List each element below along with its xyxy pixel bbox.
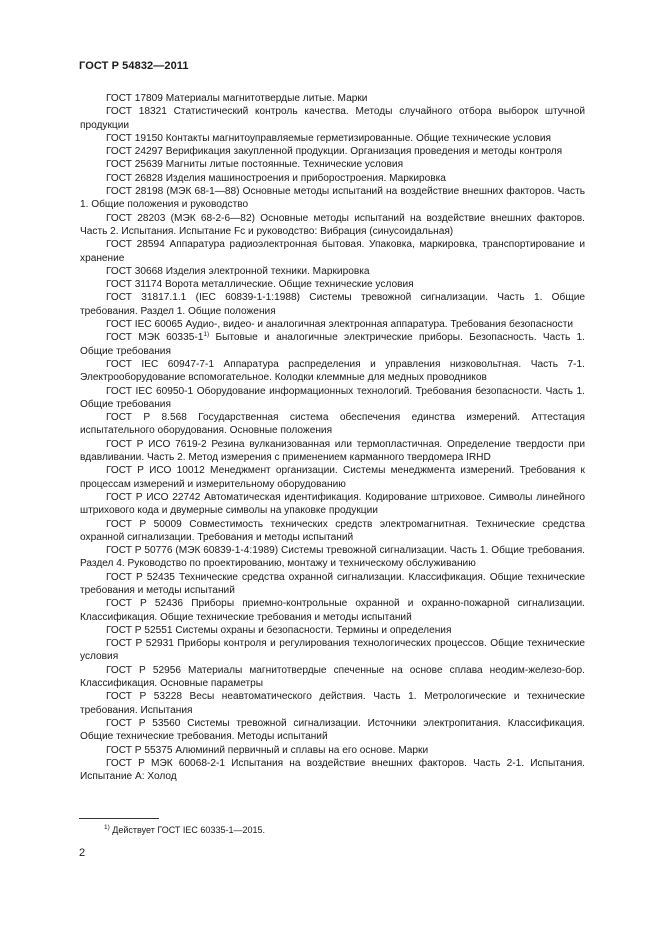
reference-code: ГОСТ МЭК 60335-1 — [106, 332, 204, 344]
reference-code: ГОСТ Р 53560 — [106, 717, 181, 729]
reference-item — [80, 637, 585, 664]
reference-code: ГОСТ Р 52435 — [106, 571, 175, 583]
reference-title: Приборы контроля и регулирования технологических процессов. Общие технические условия — [80, 638, 585, 663]
reference-item — [80, 212, 585, 239]
reference-title: Системы охраны и безопасности. Термины и определения — [175, 624, 452, 636]
reference-code: ГОСТ 18321 — [106, 106, 167, 118]
reference-code: ГОСТ 25639 — [106, 159, 163, 171]
reference-item — [80, 597, 585, 624]
reference-code: ГОСТ 28594 — [106, 239, 165, 251]
reference-item — [80, 158, 585, 171]
reference-footnote-mark: 1) — [203, 331, 210, 339]
reference-code: ГОСТ Р 52551 — [106, 624, 173, 636]
reference-item — [80, 92, 585, 105]
reference-code: ГОСТ Р 8.568 — [106, 412, 187, 424]
reference-item — [80, 132, 585, 145]
reference-item — [80, 438, 585, 465]
reference-title: Автоматическая идентификация. Кодирование штриховое. Символы линейного штрихового кода и двумерные символы на упаковке продукции — [80, 491, 585, 517]
reference-title: Основные методы испытаний на воздействие внешних факторов. Часть 2. Испытания. Испытание Fc и руководство: Вибрация (синусоидальная) — [80, 212, 585, 237]
reference-item — [80, 185, 585, 212]
reference-code: ГОСТ 30668 — [106, 265, 163, 277]
reference-code: ГОСТ Р 52956 — [106, 664, 181, 676]
reference-title: Системы тревожной сигнализации. Часть 1. Общие требования. Раздел 1. Общие положения — [80, 292, 585, 317]
reference-code: ГОСТ Р 55375 — [106, 744, 173, 756]
reference-item — [80, 172, 585, 185]
reference-title: Весы неавтоматического действия. Часть 1. Метрологические и технические требования. Испытания — [80, 691, 585, 716]
reference-code: ГОСТ 24297 — [106, 146, 163, 158]
reference-title: Системы тревожной сигнализации. Часть 1. Общие требования. Раздел 4. Руководство по проектированию, монтажу и техническому обслуживанию — [80, 545, 585, 570]
reference-code: ГОСТ 28203 (МЭК 68-2-6—82) — [106, 212, 255, 224]
reference-item — [80, 385, 585, 412]
reference-title: Испытания на воздействие внешних факторов. Часть 2-1. Испытания. Испытание А: Холод — [80, 757, 585, 783]
reference-title: Приборы приемно-контрольные охранной и охранно-пожарной сигнализации. Классификация. Общие технические требования и методы испытаний — [80, 598, 585, 623]
reference-item — [80, 411, 585, 438]
reference-item — [80, 145, 585, 158]
reference-item — [80, 571, 585, 598]
reference-title: Государственная система обеспечения единства измерений. Аттестация испытательного оборудования. Основные положения — [80, 412, 585, 437]
reference-title: Основные методы испытаний на воздействие внешних факторов. Часть 1. Общие положения и руководство — [80, 186, 585, 211]
reference-title: Материалы магнитотвердые спеченные на основе сплава неодим-железо-бор. Классификация. Основные параметры — [80, 664, 585, 690]
page-number: 2 — [79, 847, 86, 859]
reference-item — [80, 757, 585, 784]
document-header: ГОСТ Р 54832—2011 — [79, 60, 189, 72]
reference-item — [80, 744, 585, 757]
reference-title: Верификация закупленной продукции. Организация проведения и методы контроля — [165, 146, 563, 158]
footnote-text: Действует ГОСТ IEC 60335-1—2015. — [112, 825, 265, 835]
reference-title: Совместимость технических средств электромагнитная. Технические средства охранной сигнализации. Требования и методы испытаний — [80, 518, 585, 543]
reference-title: Бытовые и аналогичные электрические приборы. Безопасность. Часть 1. Общие требования — [80, 332, 585, 357]
reference-title: Аппаратура радиоэлектронная бытовая. Упаковка, маркировка, транспортирование и хранение — [80, 239, 585, 264]
reference-item — [80, 624, 585, 637]
reference-title: Аппаратура распределения и управления низковольтная. Часть 7-1. Электрооборудование вспомогательное. Колодки клеммные для медных проводников — [80, 358, 585, 384]
reference-title: Магниты литые постоянные. Технические условия — [165, 159, 404, 171]
reference-code: ГОСТ Р ИСО 22742 — [106, 491, 201, 503]
reference-code: ГОСТ 17809 — [106, 93, 163, 104]
reference-item — [80, 278, 585, 291]
reference-code: ГОСТ 28198 (МЭК 68-1—88) — [106, 186, 240, 198]
reference-item — [80, 291, 585, 318]
reference-title: Аудио-, видео- и аналогичная электронная аппаратура. Требования безопасности — [185, 319, 574, 331]
reference-item — [80, 358, 585, 385]
reference-code: ГОСТ Р 50009 — [106, 518, 182, 530]
reference-item — [80, 464, 585, 491]
reference-code: ГОСТ Р 53228 — [106, 691, 182, 703]
reference-title: Менеджмент организации. Системы менеджмента измерений. Требования к процессам измерений и измерительному оборудованию — [80, 465, 585, 490]
reference-item — [80, 491, 585, 518]
reference-code: ГОСТ Р МЭК 60068-2-1 — [106, 757, 225, 769]
reference-item — [80, 331, 585, 358]
normative-references-list — [80, 92, 585, 783]
reference-title: Контакты магнитоуправляемые герметизированные. Общие технические условия — [165, 132, 552, 144]
reference-code: ГОСТ 26828 — [106, 172, 163, 184]
reference-code: ГОСТ IEC 60947-7-1 — [106, 358, 214, 370]
reference-code: ГОСТ Р ИСО 7619-2 — [106, 438, 207, 450]
reference-title: Системы тревожной сигнализации. Источники электропитания. Классификация. Общие технические требования. Методы испытаний — [80, 717, 585, 743]
reference-code: ГОСТ 31817.1.1 (IEC 60839-1-1:1988) — [106, 292, 300, 304]
reference-item — [80, 518, 585, 545]
reference-title: Алюминий первичный и сплавы на его основе. Марки — [175, 744, 429, 756]
reference-code: ГОСТ Р 50776 (МЭК 60839-1-4:1989) — [106, 545, 279, 557]
footnote-divider — [79, 818, 159, 819]
reference-title: Изделия машиностроения и приборостроения. Маркировка — [165, 172, 446, 184]
reference-item — [80, 105, 585, 132]
reference-item — [80, 690, 585, 717]
reference-code: ГОСТ 31174 — [106, 279, 163, 291]
reference-item — [80, 265, 585, 278]
reference-item — [80, 318, 585, 331]
reference-title: Изделия электронной техники. Маркировка — [165, 265, 370, 277]
reference-title: Оборудование информационных технологий. Требования безопасности. Часть 1. Общие требования — [80, 385, 585, 410]
reference-item — [80, 664, 585, 691]
reference-title: Ворота металлические. Общие технические условия — [165, 279, 414, 291]
reference-code: ГОСТ IEC 60065 — [106, 319, 183, 331]
footnote-mark: 1) — [104, 824, 110, 831]
footnote — [104, 825, 265, 835]
reference-item — [80, 544, 585, 571]
reference-item — [80, 717, 585, 744]
reference-code: ГОСТ Р ИСО 10012 — [106, 465, 205, 477]
reference-code: ГОСТ Р 52436 — [106, 598, 184, 610]
reference-item — [80, 238, 585, 265]
reference-title: Материалы магнитотвердые литые. Марки — [165, 93, 368, 104]
reference-title: Статистический контроль качества. Методы случайного отбора выборок штучной продукции — [80, 106, 585, 131]
reference-code: ГОСТ Р 52931 — [106, 638, 174, 650]
reference-title: Технические средства охранной сигнализации. Классификация. Общие технические требования и методы испытаний — [80, 571, 585, 596]
reference-title: Резина вулканизованная или термопластичная. Определение твердости при вдавливании. Часть 2. Метод измерения с применением карманного твердомера IRHD — [80, 438, 585, 464]
reference-code: ГОСТ 19150 — [106, 132, 163, 144]
reference-code: ГОСТ IEC 60950-1 — [106, 385, 194, 397]
